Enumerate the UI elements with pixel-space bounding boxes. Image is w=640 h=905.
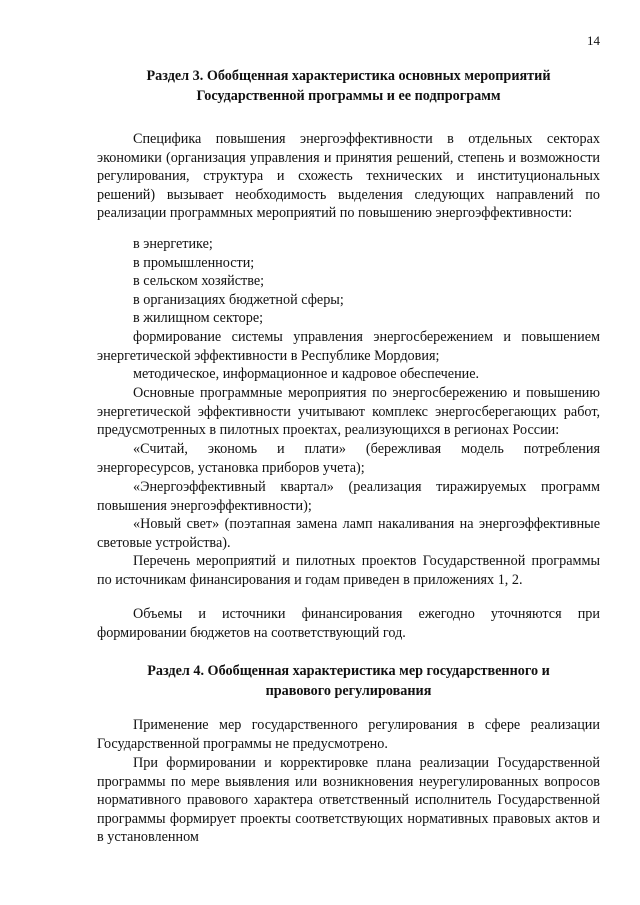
section-3-title — [97, 66, 600, 106]
section-3-title-line-1: Раздел 3. Обобщенная характеристика основных мероприятий — [146, 68, 551, 84]
page-number: 14 — [587, 33, 600, 48]
pilot-project-3-paragraph: «Новый свет» (поэтапная замена ламп накаливания на энергоэффективные световые устройства). — [97, 516, 600, 551]
direction-item: в промышленности; — [133, 254, 255, 271]
management-system-paragraph: формирование системы управления энергосбережением и повышением энергетической эффективности в Республике Мордовия; — [97, 329, 600, 364]
pilot-project-2-paragraph: «Энергоэффективный квартал» (реализация тиражируемых программ повышения энергоэффективности); — [97, 479, 600, 514]
main-measures-paragraph: Основные программные мероприятия по энергосбережению и повышению энергетической эффективности учитывают комплекс энергосберегающих работ, предусмотренных в пилотных проектах, реализующихся в регионах России: — [97, 385, 600, 439]
section-4-title-line-2: правового регулирования — [265, 683, 432, 699]
section-4-title — [97, 661, 600, 701]
pilot-project-1-paragraph: «Считай, экономь и плати» (бережливая модель потребления энергоресурсов, установка приборов учета); — [97, 441, 600, 476]
section-3-title-line-2: Государственной программы и ее подпрограмм — [196, 88, 501, 104]
direction-item: в жилищном секторе; — [133, 310, 264, 327]
list-reference-paragraph: Перечень мероприятий и пилотных проектов Государственной программы по источникам финансирования и годам приведен в приложениях 1, 2. — [97, 553, 600, 588]
funding-paragraph: Объемы и источники финансирования ежегодно уточняются при формировании бюджетов на соответствующий год. — [97, 606, 600, 641]
support-paragraph: методическое, информационное и кадровое обеспечение. — [133, 366, 480, 382]
direction-item: в сельском хозяйстве; — [133, 273, 265, 290]
section-4-paragraph-1: Применение мер государственного регулирования в сфере реализации Государственной программы не предусмотрено. — [97, 717, 600, 752]
direction-item: в организациях бюджетной сферы; — [133, 291, 344, 308]
section-3-intro-paragraph: Специфика повышения энергоэффективности в отдельных секторах экономики (организация управления и принятия решений, степень и возможности регулирования, структура и схожесть технических и институциональных решений) вызывает необходимость выделения следующих направлений по реализации программных мероприятий по повышению энергоэффективности: — [97, 131, 600, 222]
section-4-title-line-1: Раздел 4. Обобщенная характеристика мер государственного и — [147, 663, 550, 679]
section-4-paragraph-2: При формировании и корректировке плана реализации Государственной программы по мере выявления или возникновения неурегулированных вопросов нормативного правового характера ответственный исполнитель Государственной программы формирует проекты соответствующих нормативных правовых актов и в установленном — [97, 755, 600, 846]
direction-item: в энергетике; — [133, 236, 213, 252]
